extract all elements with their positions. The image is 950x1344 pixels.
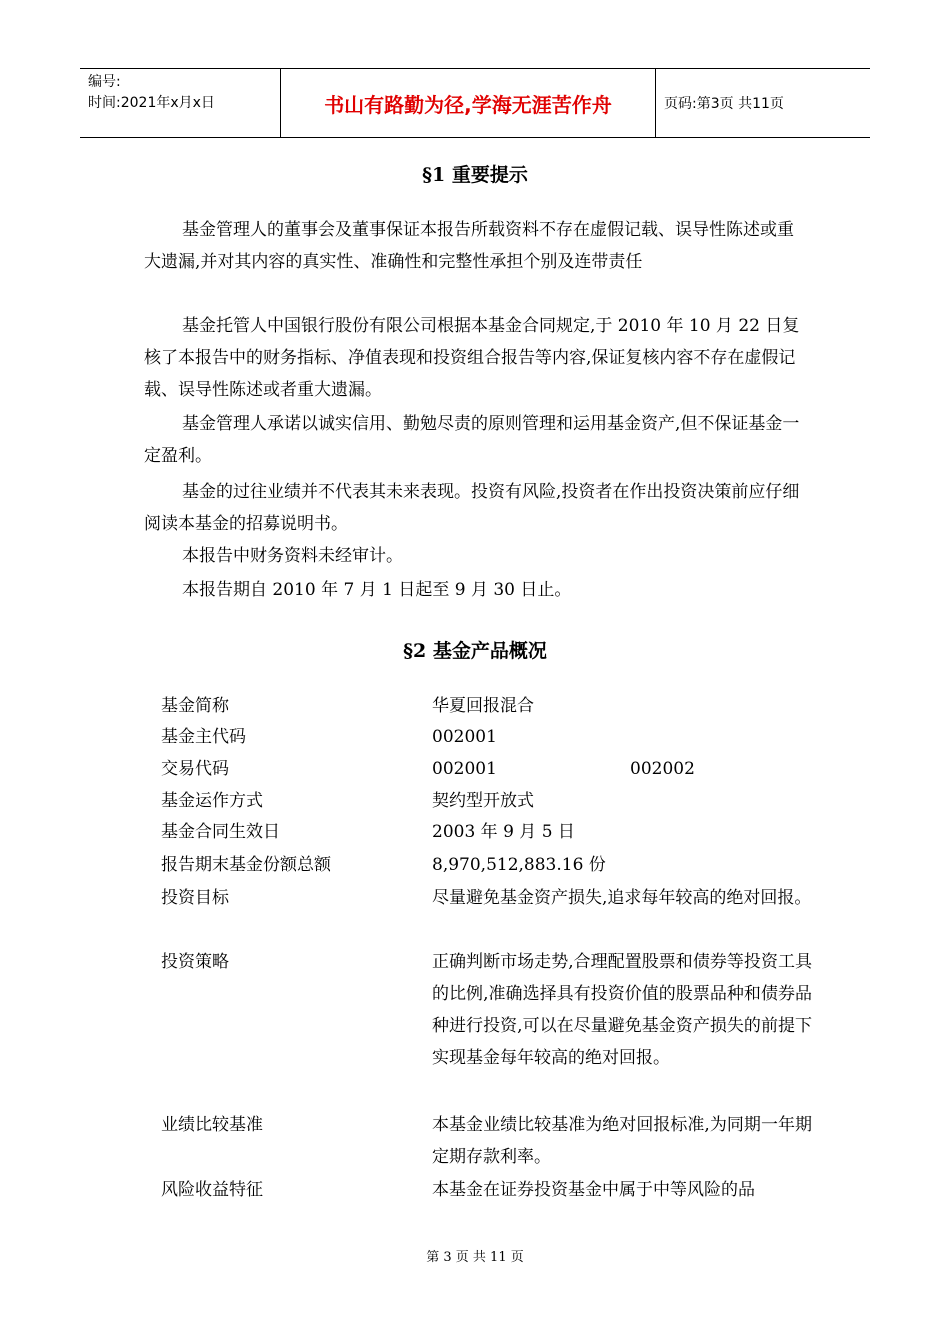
info-value: 华夏回报混合 <box>432 696 534 716</box>
section1-paragraph-2: 基金托管人中国银行股份有限公司根据本基金合同规定,于 2010 年 10 月 22 日复核了本报告中的财务指标、净值表现和投资组合报告等内容,保证复核内容不存在虚假记载、误导性陈述或者重大遗漏。 <box>144 316 800 400</box>
info-value: 002001 <box>432 759 497 779</box>
section1-paragraph-3: 基金管理人承诺以诚实信用、勤勉尽责的原则管理和运用基金资产,但不保证基金一定盈利。 <box>144 414 800 466</box>
info-key: 基金运作方式 <box>161 791 263 811</box>
info-value: 8,970,512,883.16 份 <box>432 855 606 875</box>
header-time-label: 时间:2021年x月x日 <box>88 95 215 111</box>
page-header <box>80 68 870 138</box>
info-value: 正确判断市场走势,合理配置股票和债券等投资工具的比例,准确选择具有投资价值的股票品种和债券品种进行投资,可以在尽量避免基金资产损失的前提下实现基金每年较高的绝对回报。 <box>432 952 812 1068</box>
section1-paragraph-5: 本报告中财务资料未经审计。 <box>182 546 403 566</box>
page-footer: 第 3 页 共 11 页 <box>426 1250 524 1265</box>
section1-paragraph-4: 基金的过往业绩并不代表其未来表现。投资有风险,投资者在作出投资决策前应仔细阅读本基金的招募说明书。 <box>144 482 800 534</box>
info-key: 业绩比较基准 <box>161 1115 263 1135</box>
info-key: 交易代码 <box>161 759 229 779</box>
info-key: 基金简称 <box>161 696 229 716</box>
info-key: 风险收益特征 <box>161 1180 263 1200</box>
info-value: 2003 年 9 月 5 日 <box>432 822 575 842</box>
info-key: 投资目标 <box>161 888 229 908</box>
section1-paragraph-6: 本报告期自 2010 年 7 月 1 日起至 9 月 30 日止。 <box>182 580 572 600</box>
header-meta <box>80 69 281 137</box>
section1-paragraph-1: 基金管理人的董事会及董事保证本报告所载资料不存在虚假记载、误导性陈述或重大遗漏,并对其内容的真实性、准确性和完整性承担个别及连带责任 <box>144 220 794 272</box>
info-value-secondary: 002002 <box>630 759 695 779</box>
header-motto: 书山有路勤为径,学海无涯苦作舟 <box>281 69 656 137</box>
info-value: 尽量避免基金资产损失,追求每年较高的绝对回报。 <box>432 888 812 908</box>
info-value: 契约型开放式 <box>432 791 534 811</box>
info-key: 报告期末基金份额总额 <box>161 855 331 875</box>
info-value: 本基金业绩比较基准为绝对回报标准,为同期一年期定期存款利率。 <box>432 1115 812 1167</box>
info-key: 投资策略 <box>161 952 229 972</box>
info-value: 本基金在证券投资基金中属于中等风险的品 <box>432 1180 755 1200</box>
info-value: 002001 <box>432 727 497 747</box>
section2-title: §2 基金产品概况 <box>403 640 547 662</box>
info-key: 基金合同生效日 <box>161 822 280 842</box>
header-number-label: 编号: <box>88 74 121 90</box>
section1-title: §1 重要提示 <box>422 164 528 186</box>
header-page-info: 页码:第3页 共11页 <box>664 96 784 112</box>
info-key: 基金主代码 <box>161 727 246 747</box>
